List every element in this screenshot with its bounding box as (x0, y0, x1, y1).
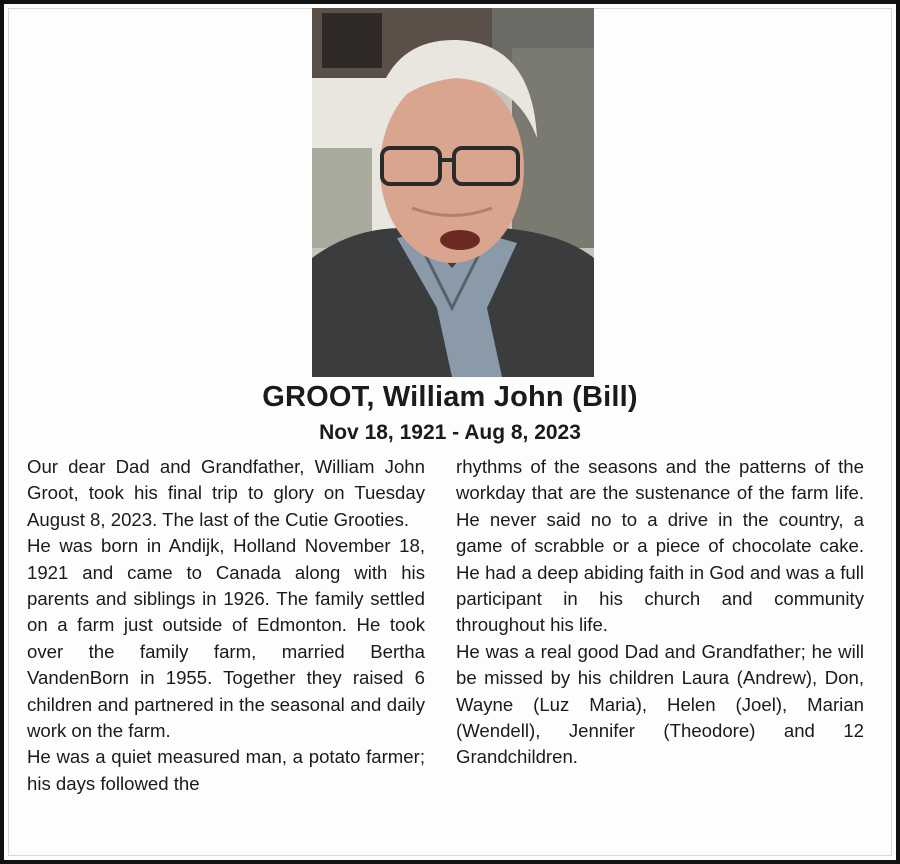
paragraph: He was a quiet measured man, a potato farmer; his days followed the (27, 746, 425, 794)
paragraph: Our dear Dad and Grandfather, William John Groot, took his final trip to glory on Tuesday August 8, 2023. The last of the Cutie Grooties. (27, 456, 425, 530)
paragraph: He was born in Andijk, Holland November 18, 1921 and came to Canada along with his parents and siblings in 1926. The family settled on a farm just outside of Edmonton. He took over the family farm, married Bertha VandenBorn in 1955. Together they raised 6 children and partnered in the seasonal and daily work on the farm. (27, 535, 425, 742)
paragraph: rhythms of the seasons and the patterns of the workday that are the sustenance of the farm life. He never said no to a drive in the country, a game of scrabble or a piece of chocolate cake. He had a deep abiding faith in God and was a full participant in his church and community throughout his life. (456, 456, 864, 636)
portrait-photo (312, 8, 594, 377)
left-column (27, 454, 425, 797)
right-column (456, 454, 864, 771)
deceased-name: GROOT, William John (Bill) (262, 381, 638, 413)
life-dates: Nov 18, 1921 - Aug 8, 2023 (319, 421, 581, 444)
paragraph: He was a real good Dad and Grandfather; he will be missed by his children Laura (Andrew), Don, Wayne (Luz Maria), Helen (Joel), Marian (Wendell), Jennifer (Theodore) and 12 Grandchildren. (456, 640, 864, 768)
portrait-icon (312, 8, 594, 377)
